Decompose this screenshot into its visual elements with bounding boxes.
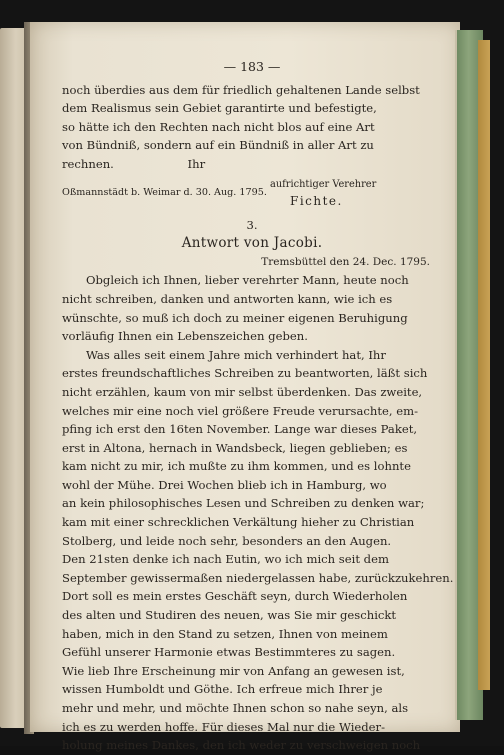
text-line: ich es zu werden hoffe. Für dieses Mal nur die Wieder- [62, 719, 386, 734]
text-line: Was alles seit einem Jahre mich verhindert hat, Ihr [86, 347, 386, 362]
left-page-edge [0, 28, 26, 728]
text-line: des alten und Studiren des neuen, was Sie mir geschickt [62, 608, 397, 623]
page-number: — 183 — [223, 59, 281, 74]
text-line: wohl der Mühe. Drei Wochen blieb ich in Hamburg, wo [62, 477, 387, 492]
page-text [62, 58, 454, 755]
text-line: September gewissermaßen niedergelassen habe, zurückzukehren. [62, 570, 454, 585]
section-number: 3. [246, 217, 258, 232]
text-line: erstes freundschaftliches Schreiben zu beantworten, läßt sich [62, 366, 428, 381]
text-line: holung meines Dankes, den ich weder zu verschweigen noch [62, 738, 421, 753]
text-line: wünschte, so muß ich doch zu meiner eigenen Beruhigung [62, 310, 408, 325]
text-line: noch überdies aus dem für friedlich gehaltenen Lande selbst [62, 82, 420, 97]
place-date: Oßmannstädt b. Weimar d. 30. Aug. 1795. [62, 186, 267, 198]
text-line: nicht erzählen, kaum von mir selbst überdenken. Das zweite, [62, 384, 423, 399]
text-line: von Bündniß, sondern auf ein Bündniß in aller Art zu [62, 138, 374, 153]
text-line: kam mit einer schrecklichen Verkältung hieher zu Christian [62, 515, 415, 530]
letter-heading: Antwort von Jacobi. [181, 235, 323, 252]
text-line: vorläufig Ihnen ein Lebenszeichen geben. [62, 329, 308, 344]
letter-body [62, 271, 454, 754]
letter-date: Tremsbüttel den 24. Dec. 1795. [261, 255, 430, 268]
text-line: wissen Humboldt und Göthe. Ich erfreue mich Ihrer je [62, 682, 383, 697]
text-line: so hätte ich den Rechten nach nicht blos auf eine Art [62, 119, 375, 134]
text-line: Dort soll es mein erstes Geschäft seyn, durch Wiederholen [62, 589, 408, 604]
closing-line: aufrichtiger Verehrer [270, 178, 377, 190]
text-line: haben, mich in den Stand zu setzen, Ihnen von meinem [62, 626, 388, 641]
text-line: Obgleich ich Ihnen, lieber verehrter Mann, heute noch [86, 273, 409, 288]
signature-block [62, 174, 442, 214]
text-line: Gefühl unserer Harmonie etwas Bestimmteres zu sagen. [62, 645, 396, 660]
text-line: Wie lieb Ihre Erscheinung mir von Anfang an gewesen ist, [62, 663, 405, 678]
text-line: pfing ich erst den 16ten November. Lange war dieses Paket, [62, 422, 418, 437]
text-line: Den 21sten denke ich nach Eutin, wo ich mich seit dem [62, 552, 389, 567]
gilt-edge [478, 40, 490, 690]
text-line: an kein philosophisches Lesen und Schreiben zu denken war; [62, 496, 425, 511]
signer-name: Fichte. [290, 193, 343, 208]
text-line: kam nicht zu mir, ich mußte zu ihm kommen, und es lohnte [62, 459, 411, 474]
text-line: welches mir eine noch viel größere Freude verursachte, em- [62, 403, 419, 418]
text-line: rechnen. Ihr [62, 156, 206, 171]
text-line: nicht schreiben, danken und antworten kann, wie ich es [62, 291, 393, 306]
text-line: dem Realismus sein Gebiet garantirte und befestigte, [62, 101, 377, 116]
text-line: erst in Altona, hernach in Wandsbeck, liegen geblieben; es [62, 440, 408, 455]
text-line: mehr und mehr, und möchte Ihnen schon so nahe seyn, als [62, 701, 409, 715]
text-line: Stolberg, und leide noch sehr, besonders an den Augen. [62, 533, 392, 548]
top-lines [62, 81, 442, 174]
